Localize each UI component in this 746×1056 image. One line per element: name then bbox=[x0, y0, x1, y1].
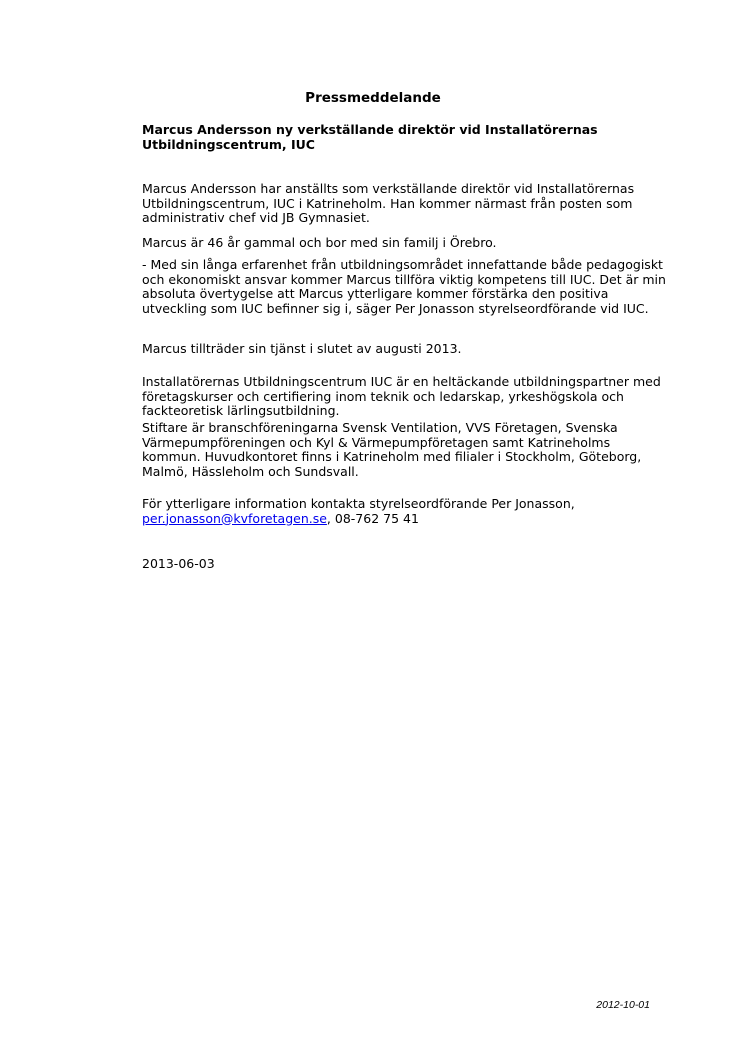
contact-paragraph bbox=[142, 497, 667, 526]
founders-paragraph: Stiftare är branschföreningarna Svensk Ventilation, VVS Företagen, Svenska Värmepumpföreningen och Kyl & Värmepumpföretagen samt Katrineholms kommun. Huvudkontoret finns i Katrineholm med filialer i Stockholm, Göteborg, Malmö, Hässleholm och Sundsvall. bbox=[142, 420, 642, 479]
intro-paragraph: Marcus Andersson har anställts som verkställande direktör vid Installatörernas Utbildningscentrum, IUC i Katrineholm. Han kommer närmast från posten som administrativ chef vid JB Gymnasiet. bbox=[142, 181, 635, 225]
contact-email-link[interactable]: per.jonasson@kvforetagen.se bbox=[142, 510, 327, 526]
age-paragraph: Marcus är 46 år gammal och bor med sin familj i Örebro. bbox=[142, 235, 497, 250]
start-date-paragraph: Marcus tillträder sin tjänst i slutet av augusti 2013. bbox=[142, 341, 462, 356]
footer-date: 2012-10-01 bbox=[596, 999, 650, 1011]
contact-intro: För ytterligare information kontakta styrelseordförande Per Jonasson, bbox=[142, 496, 575, 511]
release-date: 2013-06-03 bbox=[142, 556, 215, 571]
page-title: Pressmeddelande bbox=[305, 90, 441, 106]
press-release-headline: Marcus Andersson ny verkställande direktör vid Installatörernas Utbildningscentrum, IUC bbox=[142, 122, 598, 152]
contact-phone: , 08-762 75 41 bbox=[326, 510, 419, 526]
company-description-paragraph: Installatörernas Utbildningscentrum IUC är en heltäckande utbildningspartner med företagskurser och certifiering inom teknik och ledarskap, yrkeshögskola och fackteoretisk lärlingsutbildning. bbox=[142, 374, 661, 418]
quote-paragraph: - Med sin långa erfarenhet från utbildningsområdet innefattande både pedagogiskt och ekonomiskt ansvar kommer Marcus tillföra viktig kompetens till IUC. Det är min absoluta övertygelse att Marcus ytterligare kommer förstärka den positiva utveckling som IUC befinner sig i, säger Per Jonasson styrelseordförande vid IUC. bbox=[142, 257, 666, 316]
